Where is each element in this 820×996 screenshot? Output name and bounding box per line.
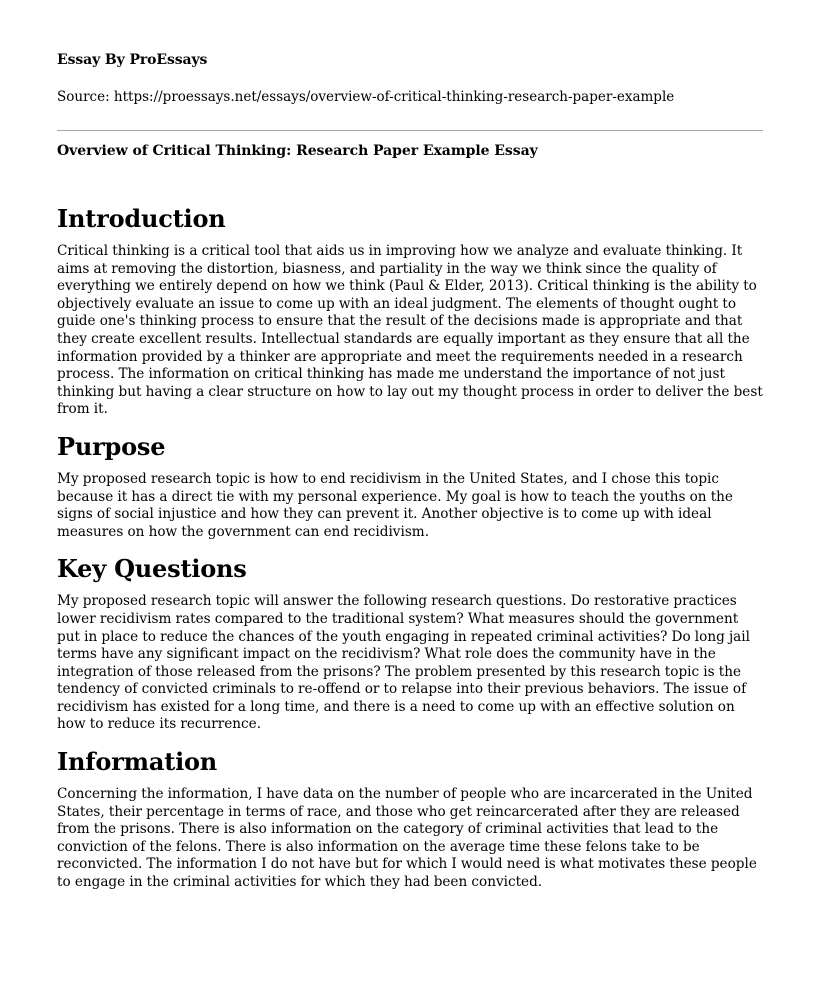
section-introduction [57,205,763,419]
section-paragraph-information: Concerning the information, I have data on the number of people who are incarcerated in the United States, their percentage in terms of race, and those who get reincarcerated after they are released from the prisons. There is also information on the category of criminal activities that lead to the conviction of the felons. There is also information on the average time these felons take to be reconvicted. The information I do not have but for which I would need is what motivates these people to engage in the criminal activities for which they had been convicted. [57,786,757,891]
section-heading-information: Information [57,747,218,777]
source-url-line: Source: https://proessays.net/essays/overview-of-critical-thinking-research-paper-example [57,89,675,105]
section-heading-introduction: Introduction [57,204,226,233]
section-purpose [57,433,763,541]
section-paragraph-introduction: Critical thinking is a critical tool that aids us in improving how we analyze and evaluate thinking. It aims at removing the distortion, biasness, and partiality in the way we think since the quality of everything we entirely depend on how we think (Paul & Elder, 2013). Critical thinking is the ability to objectively evaluate an issue to come up with an ideal judgment. The elements of thought ought to guide one's thinking process to ensure that the result of the decisions made is appropriate and that they create excellent results. Intellectual standards are equally important as they ensure that all the information provided by a thinker are appropriate and meet the requirements needed in a research process. The information on critical thinking has made me understand the importance of not just thinking but having a clear structure on how to lay out my thought process in order to deliver the best from it. [57,243,763,418]
section-paragraph-key-questions: My proposed research topic will answer the following research questions. Do restorative practices lower recidivism rates compared to the traditional system? What measures should the government put in place to reduce the chances of the youth engaging in repeated criminal activities? Do long jail terms have any significant impact on the recidivism? What role does the community have in the integration of those released from the prisons? The problem presented by this research topic is the tendency of convicted criminals to re-offend or to relapse into their previous behaviors. The issue of recidivism has existed for a long time, and there is a need to come up with an effective solution on how to reduce its recurrence. [57,593,750,733]
document-content [57,0,763,892]
header-divider [57,130,763,131]
section-information [57,748,763,892]
brand-byline: Essay By ProEssays [57,52,208,68]
section-paragraph-purpose: My proposed research topic is how to end recidivism in the United States, and I chose this topic because it has a direct tie with my personal experience. My goal is how to teach the youths on the signs of social injustice and how they can prevent it. Another objective is to come up with ideal measures on how the government can end recidivism. [57,470,733,540]
section-heading-key-questions: Key Questions [57,554,247,584]
section-key-questions [57,555,763,734]
section-heading-purpose: Purpose [57,431,166,461]
document-title: Overview of Critical Thinking: Research Paper Example Essay [57,143,538,159]
article-body [57,205,763,892]
